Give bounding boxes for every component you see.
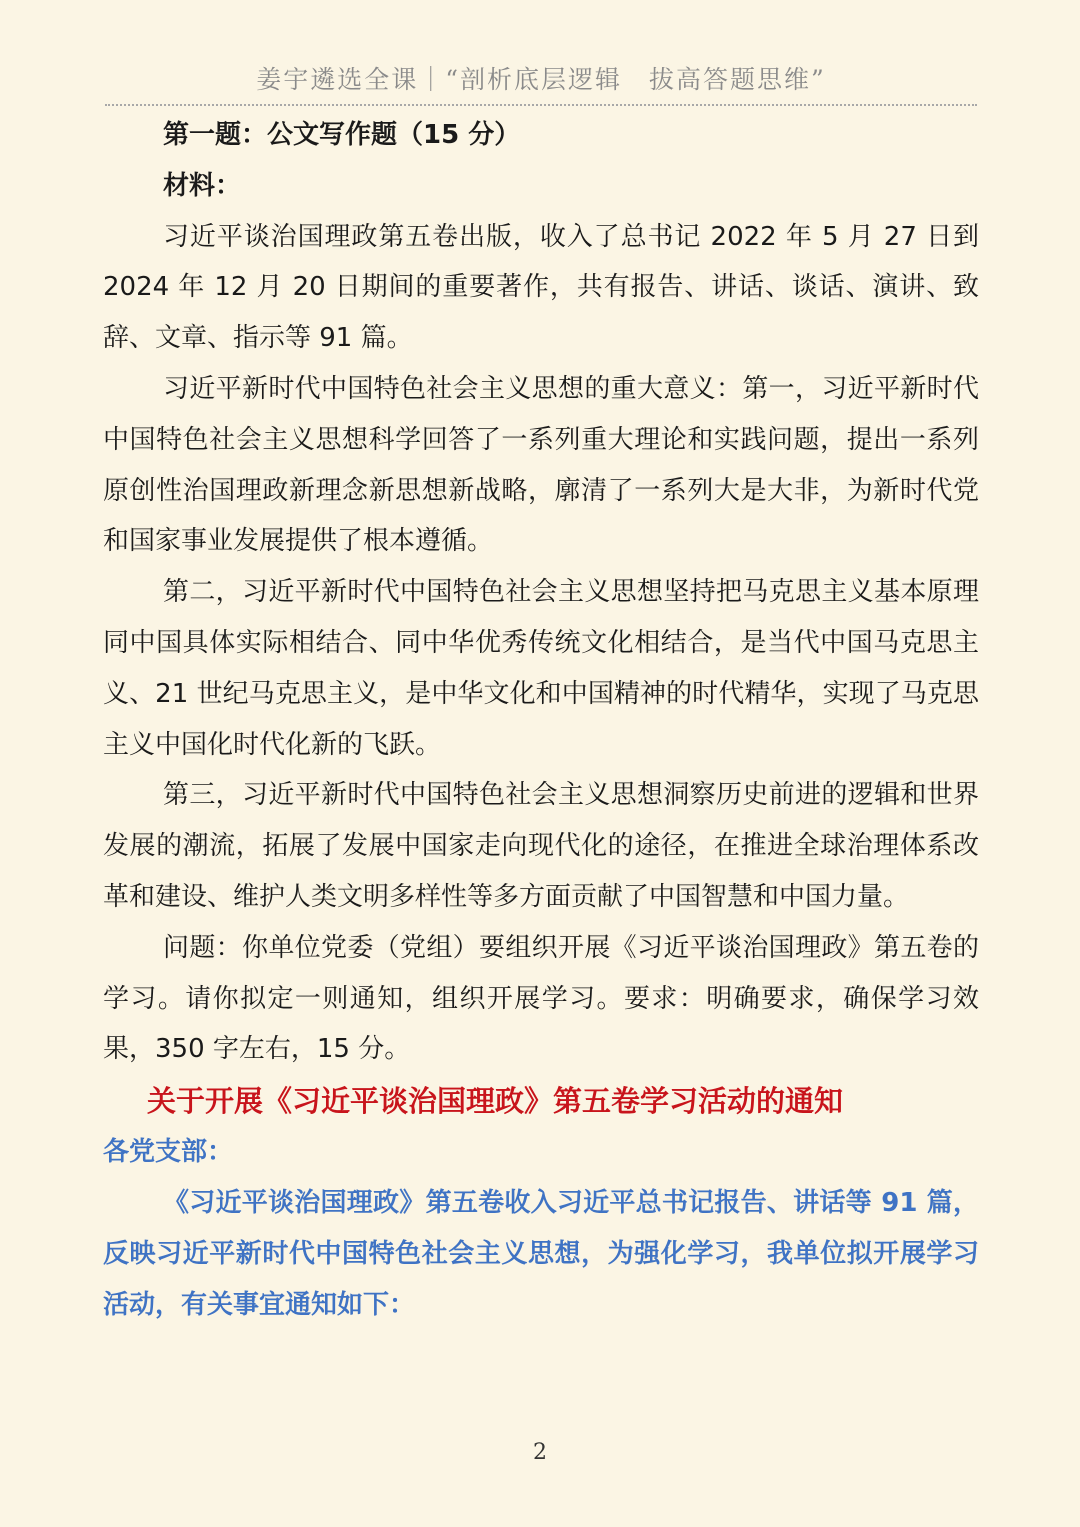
notice-title: 关于开展《习近平谈治国理政》第五卷学习活动的通知 [147, 1084, 844, 1119]
material-paragraph-2: 习近平新时代中国特色社会主义思想的重大意义：第一，习近平新时代中国特色社会主义思想科学回答了一系列重大理论和实践问题，提出一系列原创性治国理政新理念新思想新战略，廓清了一系列大是大非，为新时代党和国家事业发展提供了根本遵循。 [103, 373, 979, 557]
material-label: 材料： [163, 170, 242, 201]
notice-intro: 《习近平谈治国理政》第五卷收入习近平总书记报告、讲话等 91 篇，反映习近平新时代中国特色社会主义思想，为强化学习，我单位拟开展学习活动，有关事宜通知如下： [103, 1187, 979, 1320]
document-body [103, 110, 979, 1330]
page-header: 姜宇遴选全课｜“剖析底层逻辑 拔高答题思维” [105, 60, 977, 106]
material-paragraph-1: 习近平谈治国理政第五卷出版，收入了总书记 2022 年 5 月 27 日到 2024 年 12 月 20 日期间的重要著作，共有报告、讲话、谈话、演讲、致辞、文章、指示等 91 篇。 [103, 221, 979, 354]
page-number: 2 [533, 1440, 547, 1465]
notice-salutation: 各党支部： [103, 1137, 234, 1168]
question-title: 第一题：公文写作题（15 分） [163, 120, 521, 150]
material-paragraph-4: 第三，习近平新时代中国特色社会主义思想洞察历史前进的逻辑和世界发展的潮流，拓展了发展中国家走向现代化的途径，在推进全球治理体系改革和建设、维护人类文明多样性等多方面贡献了中国智慧和中国力量。 [103, 780, 979, 912]
question-prompt: 问题：你单位党委（党组）要组织开展《习近平谈治国理政》第五卷的学习。请你拟定一则通知，组织开展学习。要求：明确要求，确保学习效果，350 字左右，15 分。 [103, 932, 979, 1065]
material-paragraph-3: 第二，习近平新时代中国特色社会主义思想坚持把马克思主义基本原理同中国具体实际相结合、同中华优秀传统文化相结合，是当代中国马克思主义、21 世纪马克思主义，是中华文化和中国精神的时代精华，实现了马克思主义中国化时代化新的飞跃。 [103, 577, 979, 760]
